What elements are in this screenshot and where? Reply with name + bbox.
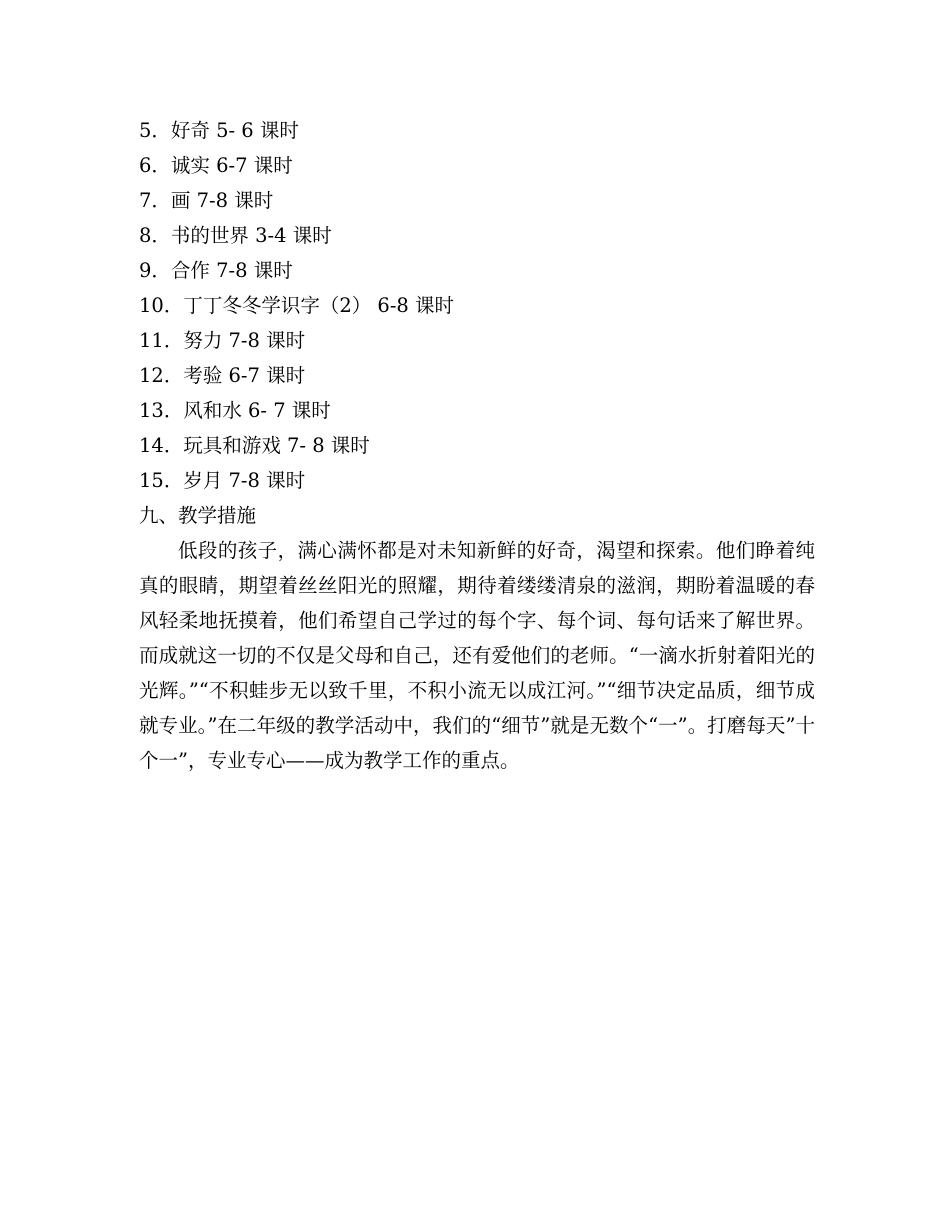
section-heading: 九、教学措施 (139, 504, 257, 527)
schedule-item-10: 10．丁丁冬冬学识字（2） 6-8 课时 (139, 294, 455, 317)
schedule-item-15: 15．岁月 7-8 课时 (139, 469, 306, 492)
schedule-item-13: 13．风和水 6- 7 课时 (139, 399, 331, 422)
page-content (139, 113, 815, 778)
schedule-item-11: 11．努力 7-8 课时 (139, 329, 306, 352)
schedule-item-12: 12．考验 6-7 课时 (139, 364, 306, 387)
section-paragraph: 低段的孩子，满心满怀都是对未知新鲜的好奇，渴望和探索。他们睁着纯真的眼睛，期望着丝丝阳光的照耀，期待着缕缕清泉的滋润，期盼着温暖的春风轻柔地抚摸着，他们希望自己学过的每个字、每个词、每句话来了解世界。而成就这一切的不仅是父母和自己，还有爱他们的老师。“一滴水折射着阳光的光辉。”“不积蛙步无以致千里，不积小流无以成江河。”“细节决定品质，细节成就专业。”在二年级的教学活动中，我们的“细节”就是无数个“一”。打磨每天”十个一”，专业专心——成为教学工作的重点。 (139, 539, 815, 772)
schedule-item-8: 8．书的世界 3-4 课时 (139, 224, 332, 247)
schedule-item-9: 9．合作 7-8 课时 (139, 259, 293, 282)
schedule-item-6: 6．诚实 6-7 课时 (139, 154, 293, 177)
schedule-item-5: 5．好奇 5- 6 课时 (139, 119, 299, 142)
schedule-item-7: 7．画 7-8 课时 (139, 189, 274, 212)
schedule-item-14: 14．玩具和游戏 7- 8 课时 (139, 434, 370, 457)
